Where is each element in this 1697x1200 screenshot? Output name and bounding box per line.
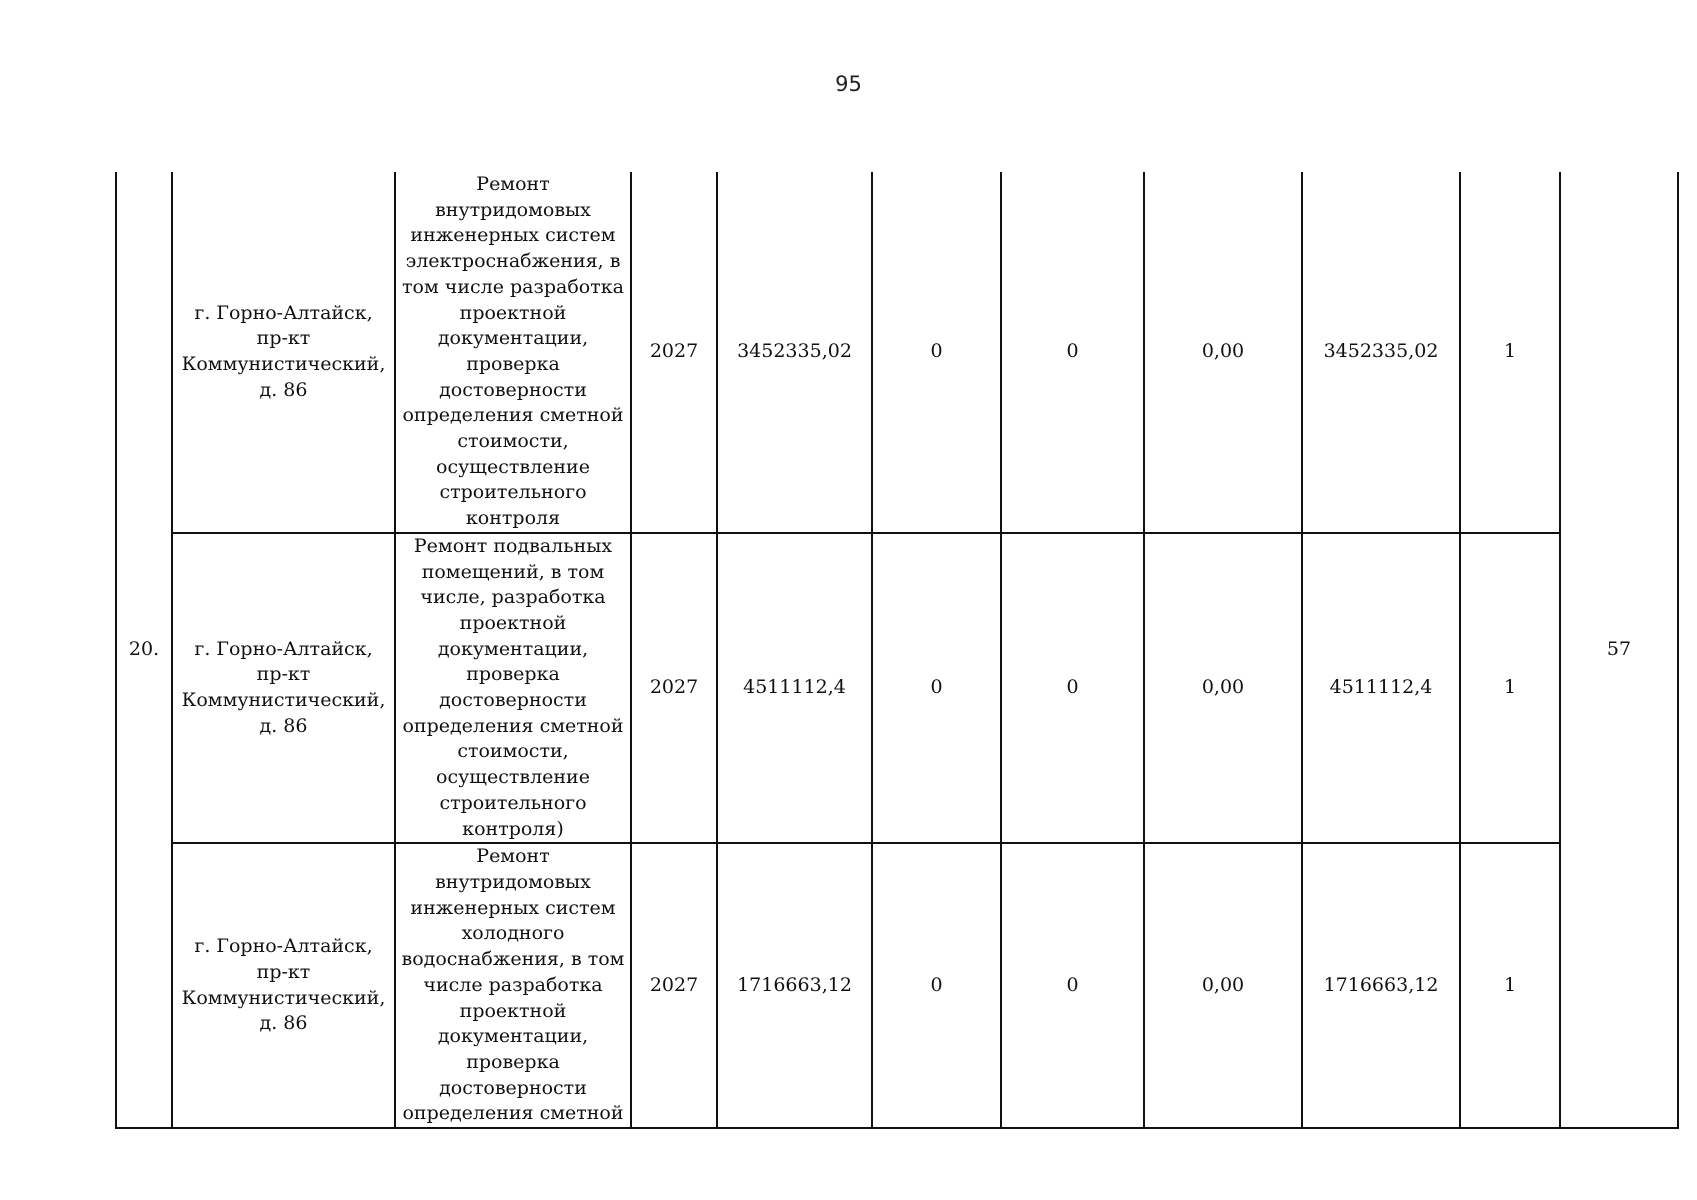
value-cell: 0,00 xyxy=(1144,843,1302,1128)
value-cell: 0 xyxy=(1001,843,1144,1128)
total-cost-cell: 1716663,12 xyxy=(717,843,872,1128)
value-cell: 0,00 xyxy=(1144,172,1302,533)
work-type-cell: Ремонт внутридомовых инженерных систем холодного водоснабжения, в том числе разработка проектной документации, проверка достоверности определения сметной xyxy=(395,843,631,1128)
value-cell: 1 xyxy=(1460,172,1560,533)
address-cell: г. Горно-Алтайск, пр-кт Коммунистический, д. 86 xyxy=(172,533,395,843)
table-row xyxy=(116,533,1678,843)
work-type-cell: Ремонт подвальных помещений, в том числе, разработка проектной документации, проверка достоверности определения сметной стоимости, осуществление строительного контроля) xyxy=(395,533,631,843)
page-number: 95 xyxy=(835,72,862,96)
year-cell: 2027 xyxy=(631,843,717,1128)
repair-program-table xyxy=(115,172,1679,1129)
address-cell: г. Горно-Алтайск, пр-кт Коммунистический, д. 86 xyxy=(172,172,395,533)
total-cost-cell: 4511112,4 xyxy=(717,533,872,843)
year-cell: 2027 xyxy=(631,172,717,533)
value-cell: 4511112,4 xyxy=(1302,533,1460,843)
work-type-cell: Ремонт внутридомовых инженерных систем электроснабжения, в том числе разработка проектной документации, проверка достоверности определения сметной стоимости, осуществление строительного контроля xyxy=(395,172,631,533)
value-cell: 0 xyxy=(872,533,1001,843)
value-cell: 0 xyxy=(872,172,1001,533)
table-row xyxy=(116,843,1678,1128)
value-cell: 1 xyxy=(1460,843,1560,1128)
value-cell: 1 xyxy=(1460,533,1560,843)
address-cell: г. Горно-Алтайск, пр-кт Коммунистический, д. 86 xyxy=(172,843,395,1128)
group-number-cell: 20. xyxy=(116,172,172,1128)
value-cell: 0,00 xyxy=(1144,533,1302,843)
total-cost-cell: 3452335,02 xyxy=(717,172,872,533)
value-cell: 0 xyxy=(1001,533,1144,843)
value-cell: 3452335,02 xyxy=(1302,172,1460,533)
table-row xyxy=(116,172,1678,533)
value-cell: 1716663,12 xyxy=(1302,843,1460,1128)
group-value-cell: 57 xyxy=(1560,172,1678,1128)
year-cell: 2027 xyxy=(631,533,717,843)
value-cell: 0 xyxy=(1001,172,1144,533)
value-cell: 0 xyxy=(872,843,1001,1128)
